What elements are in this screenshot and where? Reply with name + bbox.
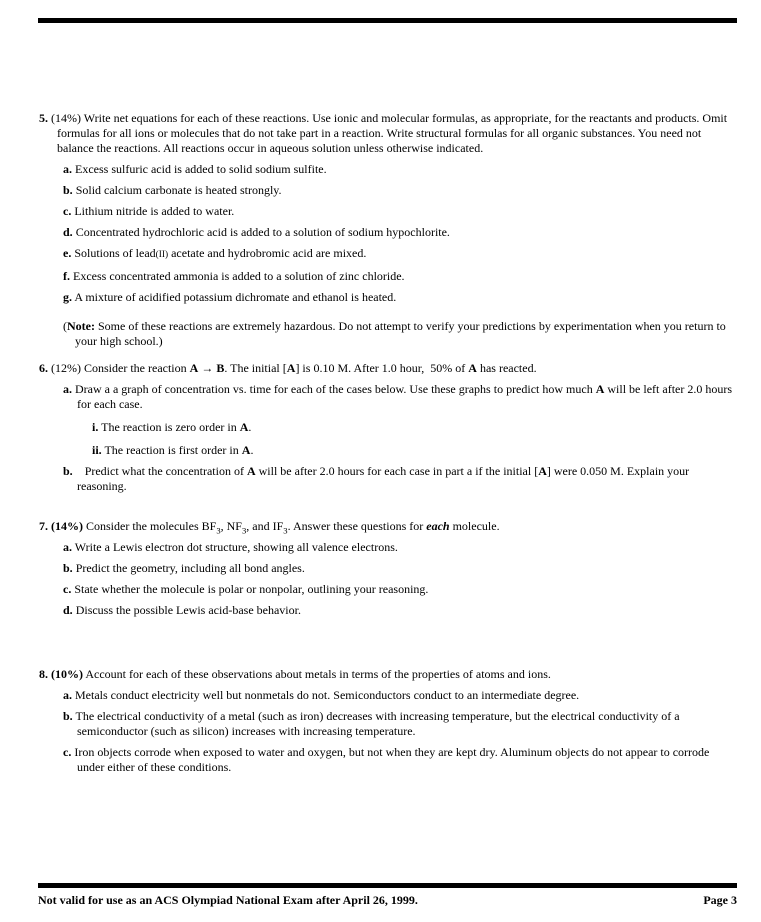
question-weight: (12%) <box>51 361 81 375</box>
question-lead: Consider the molecules $BF_3$, $NF_3$, and $IF_3$. Answer these questions for each molecule. <box>86 519 500 536</box>
question-lead: Account for each of these observations about metals in terms of the properties of atoms and ions. <box>85 667 551 681</box>
item-text: Iron objects corrode when exposed to water and oxygen, but not when they are kept dry. Aluminum objects do not appear to corrode under either of these conditions. <box>74 745 710 774</box>
question-item <box>63 603 737 618</box>
subitem-label: ii. <box>92 443 102 457</box>
question-weight: (14%) <box>51 519 83 533</box>
question-item <box>63 745 737 775</box>
question-6 <box>39 361 737 494</box>
question-number: 5. <box>39 111 48 125</box>
item-label: d. <box>63 603 73 617</box>
subitem-label: i. <box>92 420 99 434</box>
item-text: Draw a a graph of concentration vs. time for each of the cases below. Use these graphs to predict how much A will be left after 2.0 hours for each case. <box>75 382 733 411</box>
question-number: 6. <box>39 361 48 375</box>
item-text: Metals conduct electricity well but nonmetals do not. Semiconductors conduct to an intermediate degree. <box>75 688 580 702</box>
item-label: g. <box>63 290 72 304</box>
item-text: Excess sulfuric acid is added to solid sodium sulfite. <box>75 162 327 176</box>
question-item <box>63 540 737 555</box>
question-number: 8. <box>39 667 48 681</box>
item-label: a. <box>63 540 72 554</box>
item-label: a. <box>63 162 72 176</box>
item-label: b. <box>63 709 73 723</box>
question-weight: (14%) <box>51 111 81 125</box>
item-text: A mixture of acidified potassium dichromate and ethanol is heated. <box>74 290 397 304</box>
item-label: c. <box>63 204 72 218</box>
item-label: b. <box>63 464 73 478</box>
question-header <box>39 111 737 156</box>
item-text: Write a Lewis electron dot structure, showing all valence electrons. <box>74 540 398 554</box>
subitem-text: The reaction is first order in A. <box>104 443 254 457</box>
item-text: Solutions of lead(II) acetate and hydrobromic acid are mixed. <box>74 246 367 260</box>
question-item <box>63 561 737 576</box>
question-header <box>39 667 737 682</box>
question-weight: (10%) <box>51 667 83 681</box>
question-item <box>63 246 737 263</box>
top-rule <box>38 18 737 23</box>
item-text: Predict what the concentration of A will be after 2.0 hours for each case in part a if the initial [A] were 0.050 M. Explain your reasoning. <box>77 464 690 493</box>
question-note: (Note: Some of these reactions are extremely hazardous. Do not attempt to verify your predictions by experimentation when you return to your high school.) <box>63 319 726 348</box>
question-lead: Consider the reaction A → B. The initial [A] is 0.10 M. After 1.0 hour, 50% of A has reacted. <box>84 361 537 375</box>
question-item <box>63 582 737 597</box>
question-7 <box>39 519 737 618</box>
footer <box>38 883 737 908</box>
item-label: e. <box>63 246 72 260</box>
subitem-text: The reaction is zero order in A. <box>101 420 252 434</box>
question-item <box>63 162 737 177</box>
question-item <box>63 382 737 412</box>
item-text: Excess concentrated ammonia is added to a solution of zinc chloride. <box>73 269 405 283</box>
exam-content <box>39 111 737 775</box>
item-text: Discuss the possible Lewis acid-base behavior. <box>75 603 301 617</box>
question-item <box>63 709 737 739</box>
item-text: Lithium nitride is added to water. <box>74 204 235 218</box>
item-label: c. <box>63 745 72 759</box>
item-text: Solid calcium carbonate is heated strongly. <box>75 183 282 197</box>
question-lead: Write net equations for each of these reactions. Use ionic and molecular formulas, as appropriate, for the reactants and products. Omit formulas for all ions or molecules that do not take part in a reaction. Write structural formulas for all organic substances. You need not balance the reactions. All reactions occur in aqueous solution unless otherwise indicated. <box>57 111 728 155</box>
question-subitem <box>92 443 737 458</box>
question-item <box>63 269 737 284</box>
question-item <box>63 183 737 198</box>
question-number: 7. <box>39 519 48 533</box>
item-text: Predict the geometry, including all bond angles. <box>75 561 305 575</box>
question-item <box>63 688 737 703</box>
item-label: b. <box>63 561 73 575</box>
question-5 <box>39 111 737 349</box>
question-8 <box>39 667 737 775</box>
footer-validity-notice: Not valid for use as an ACS Olympiad National Exam after April 26, 1999. <box>38 893 418 907</box>
question-header <box>39 361 737 376</box>
item-label: f. <box>63 269 70 283</box>
question-subitem <box>92 420 737 435</box>
page-number: Page 3 <box>703 893 737 907</box>
question-item <box>63 290 737 305</box>
item-text: The electrical conductivity of a metal (such as iron) decreases with increasing temperature, but the electrical conductivity of a semiconductor (such as silicon) increases with increasing temperature. <box>75 709 680 738</box>
item-label: c. <box>63 582 72 596</box>
item-label: b. <box>63 183 73 197</box>
footer-row <box>38 893 737 908</box>
question-header <box>39 519 737 534</box>
item-label: a. <box>63 688 72 702</box>
item-text: State whether the molecule is polar or nonpolar, outlining your reasoning. <box>74 582 429 596</box>
question-item <box>63 204 737 219</box>
item-label: a. <box>63 382 72 396</box>
item-text: Concentrated hydrochloric acid is added to a solution of sodium hypochlorite. <box>75 225 450 239</box>
item-label: d. <box>63 225 73 239</box>
question-item <box>63 225 737 240</box>
footer-double-rule <box>38 883 737 888</box>
question-item <box>63 464 737 494</box>
